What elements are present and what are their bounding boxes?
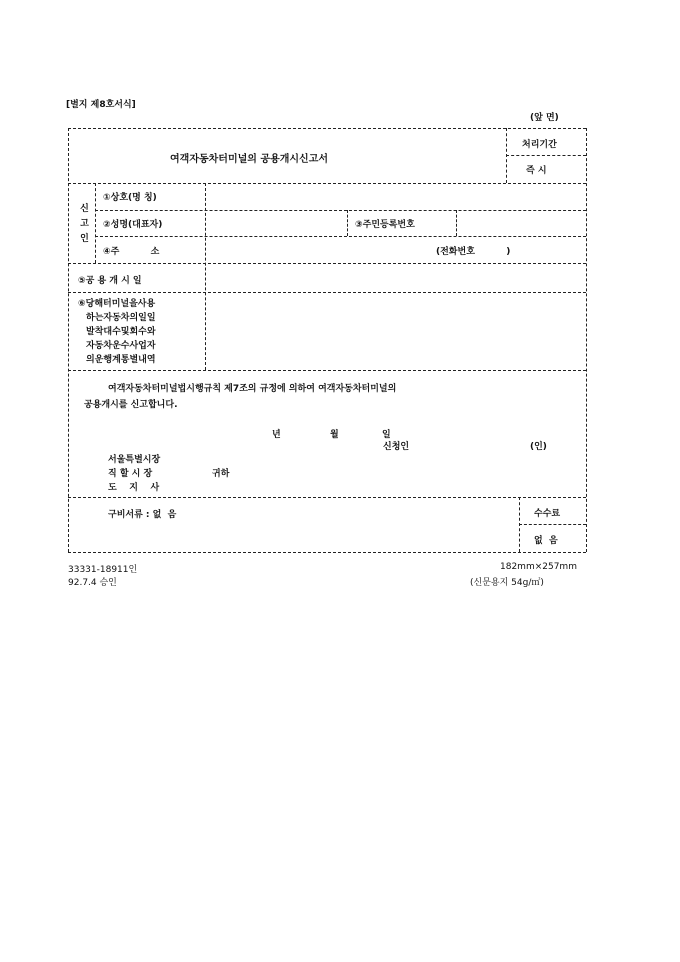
applicant-sign: 신청인 [383,442,410,452]
address-label: ④주 소 [103,247,160,257]
name-label: ②성명(대표자) [103,220,163,230]
form-title: 여객자동차터미널의 공용개시신고서 [170,154,329,165]
fee-value: 없 음 [534,536,558,546]
addressee-honorific: 귀하 [212,469,230,479]
applicant-label: 신고인 [78,203,88,248]
footer-paper: (신문용지 54g/㎡) [470,578,544,588]
processing-period-label: 처리기간 [522,140,557,150]
addressee-line-1: 서울특별시장 [108,455,161,465]
addressee-line-2: 직 할 시 장 [108,469,153,479]
addressee-line-3: 도 지 사 [108,483,160,493]
page-side-label: (앞 면) [530,113,559,123]
footer-code: 33331-18911인 [68,565,138,575]
date-month: 월 [330,430,339,440]
seal-mark: (인) [530,442,547,452]
usage-details-label: ⑥당해터미널을사용 하는자동차의일일 발착대수및회수와 자동차운수사업자 의운행계통별내역 [78,299,156,365]
phone-label: (전화번호 ) [436,247,511,257]
attachments-label: 구비서류 : 없 음 [108,510,177,520]
date-day: 일 [382,430,391,440]
annex-label: [별지 제8호서식] [66,100,136,110]
fee-label: 수수료 [534,509,561,519]
resident-no-label: ③주민등록번호 [355,220,415,230]
footer-approval: 92.7.4 승인 [68,578,117,588]
processing-period-value: 즉 시 [526,166,547,176]
statement-line-1: 여객자동차터미널법시행규칙 제7조의 규정에 의하여 여객자동차터미널의 [108,384,397,394]
statement-line-2: 공용개시를 신고합니다. [84,400,178,410]
footer-size: 182mm×257mm [500,562,577,572]
trade-name-label: ①상호(명 칭) [103,193,157,203]
opening-date-label: ⑤공 용 개 시 일 [78,276,142,286]
date-year: 년 [272,430,281,440]
